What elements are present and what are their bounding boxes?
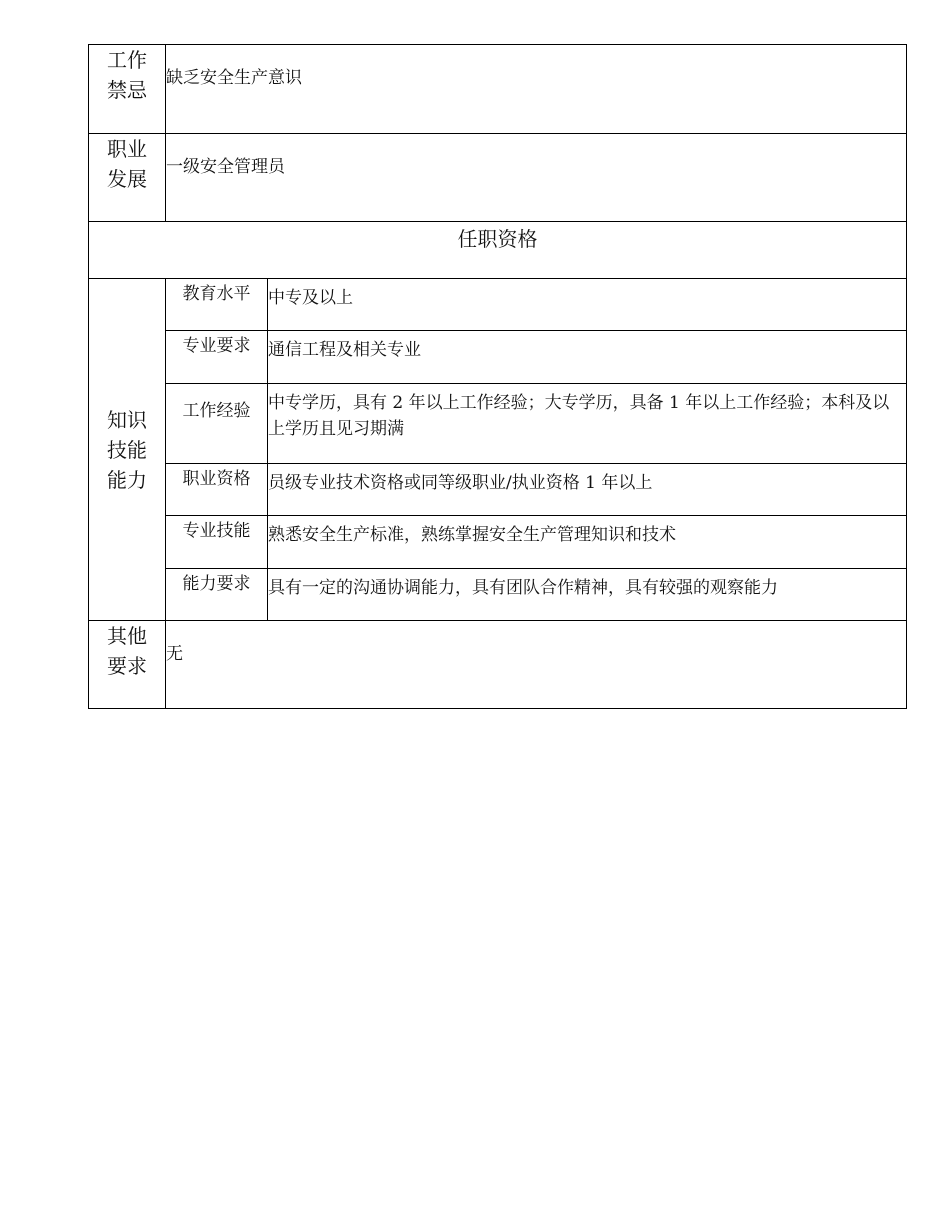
other-value: 无 <box>166 644 183 664</box>
ability-label: 能力要求 <box>166 569 268 621</box>
qualification-row-certification <box>89 464 907 516</box>
job-spec-table <box>88 44 907 709</box>
qualification-row-major <box>89 331 907 384</box>
qualification-row-education <box>89 279 907 331</box>
education-value-cell <box>268 279 907 331</box>
career-row <box>89 134 907 222</box>
other-label-cell <box>89 621 166 709</box>
qualification-row-experience <box>89 384 907 464</box>
taboo-value-cell <box>166 45 907 134</box>
certification-value-cell <box>268 464 907 516</box>
other-row <box>89 621 907 709</box>
qualification-row-ability <box>89 569 907 621</box>
experience-label: 工作经验 <box>166 384 268 464</box>
skills-value: 熟悉安全生产标准，熟练掌握安全生产管理知识和技术 <box>268 525 676 545</box>
major-value-cell <box>268 331 907 384</box>
taboo-value: 缺乏安全生产意识 <box>166 68 302 88</box>
experience-value: 中专学历，具有 2 年以上工作经验；大专学历，具备 1 年以上工作经验；本科及以上学历且见习期满 <box>268 393 890 439</box>
taboo-row <box>89 45 907 134</box>
major-label: 专业要求 <box>166 331 268 384</box>
major-value: 通信工程及相关专业 <box>268 340 421 360</box>
qualification-row-skills <box>89 516 907 569</box>
ability-value-cell <box>268 569 907 621</box>
qualification-title: 任职资格 <box>89 222 907 279</box>
taboo-label-cell <box>89 45 166 134</box>
taboo-label: 工作禁忌 <box>107 48 147 102</box>
other-label: 其他要求 <box>107 624 147 678</box>
other-value-cell <box>166 621 907 709</box>
experience-value-cell <box>268 384 907 464</box>
qualification-header-row <box>89 222 907 279</box>
knowledge-skill-label-cell <box>89 279 166 621</box>
career-value-cell <box>166 134 907 222</box>
education-label: 教育水平 <box>166 279 268 331</box>
ability-value: 具有一定的沟通协调能力，具有团队合作精神，具有较强的观察能力 <box>268 578 778 598</box>
education-value: 中专及以上 <box>268 288 353 308</box>
career-label-cell <box>89 134 166 222</box>
certification-value: 员级专业技术资格或同等级职业/执业资格 1 年以上 <box>268 473 653 493</box>
knowledge-skill-label: 知识技能能力 <box>107 407 147 492</box>
skills-value-cell <box>268 516 907 569</box>
career-value: 一级安全管理员 <box>166 157 285 177</box>
certification-label: 职业资格 <box>166 464 268 516</box>
career-label: 职业发展 <box>107 137 147 191</box>
skills-label: 专业技能 <box>166 516 268 569</box>
